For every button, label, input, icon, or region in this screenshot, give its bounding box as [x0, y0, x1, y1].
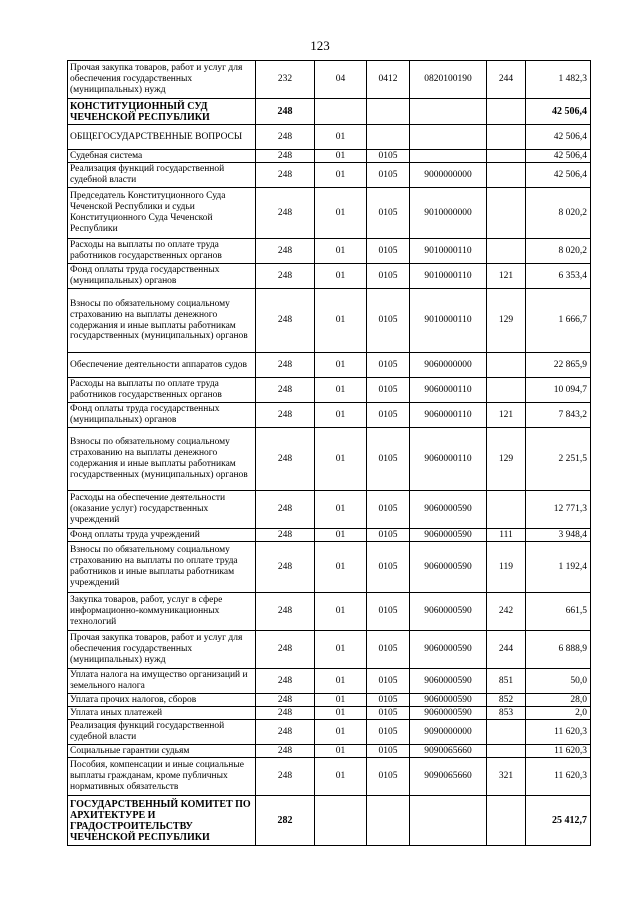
cell-name: Расходы на обеспечение деятельности (оказание услуг) государственных учреждений — [68, 491, 256, 529]
cell-csr — [410, 150, 487, 163]
cell-name: ГОСУДАРСТВЕННЫЙ КОМИТЕТ ПО АРХИТЕКТУРЕ И ГРАДОСТРОИТЕЛЬСТВУ ЧЕЧЕНСКОЙ РЕСПУБЛИКИ — [68, 796, 256, 846]
table-row — [68, 758, 591, 796]
cell-rz: 01 — [315, 529, 367, 542]
table-row — [68, 403, 591, 428]
cell-rz: 01 — [315, 491, 367, 529]
cell-pr: 0105 — [367, 289, 410, 353]
cell-ved: 248 — [256, 631, 315, 669]
cell-name: Пособия, компенсации и иные социальные выплаты гражданам, кроме публичных нормативных обязательств — [68, 758, 256, 796]
cell-pr — [367, 125, 410, 150]
cell-csr: 9010000000 — [410, 188, 487, 239]
cell-csr: 9060000110 — [410, 428, 487, 491]
cell-rz — [315, 99, 367, 125]
cell-rz: 01 — [315, 378, 367, 403]
cell-name: Взносы по обязательному социальному страхованию на выплаты по оплате труда работников и иные выплаты работникам учреждений — [68, 542, 256, 593]
cell-sum: 6 353,4 — [526, 264, 591, 289]
table-row — [68, 745, 591, 758]
cell-pr: 0105 — [367, 163, 410, 188]
cell-name: ОБЩЕГОСУДАРСТВЕННЫЕ ВОПРОСЫ — [68, 125, 256, 150]
cell-name: Судебная система — [68, 150, 256, 163]
cell-pr: 0105 — [367, 529, 410, 542]
cell-csr: 9060000590 — [410, 631, 487, 669]
cell-sum: 8 020,2 — [526, 239, 591, 264]
cell-rz: 01 — [315, 289, 367, 353]
table-row — [68, 720, 591, 745]
cell-sum: 1 666,7 — [526, 289, 591, 353]
cell-name: Прочая закупка товаров, работ и услуг для обеспечения государственных (муниципальных) нужд — [68, 631, 256, 669]
cell-vr — [487, 353, 526, 378]
cell-sum: 28,0 — [526, 694, 591, 707]
table-row — [68, 264, 591, 289]
cell-name: Фонд оплаты труда учреждений — [68, 529, 256, 542]
table-row — [68, 529, 591, 542]
cell-csr: 9060000590 — [410, 669, 487, 694]
cell-csr: 9090000000 — [410, 720, 487, 745]
cell-csr: 9060000590 — [410, 694, 487, 707]
cell-ved: 248 — [256, 542, 315, 593]
cell-csr: 9060000590 — [410, 491, 487, 529]
cell-vr — [487, 99, 526, 125]
cell-vr: 244 — [487, 61, 526, 99]
cell-pr: 0105 — [367, 491, 410, 529]
cell-pr: 0105 — [367, 745, 410, 758]
cell-name: Уплата прочих налогов, сборов — [68, 694, 256, 707]
cell-rz: 01 — [315, 720, 367, 745]
cell-sum: 7 843,2 — [526, 403, 591, 428]
cell-sum: 42 506,4 — [526, 125, 591, 150]
cell-pr: 0105 — [367, 150, 410, 163]
cell-rz: 01 — [315, 428, 367, 491]
cell-ved: 248 — [256, 707, 315, 720]
cell-sum: 22 865,9 — [526, 353, 591, 378]
cell-sum: 2,0 — [526, 707, 591, 720]
cell-pr: 0105 — [367, 669, 410, 694]
cell-csr: 9060000000 — [410, 353, 487, 378]
cell-vr: 119 — [487, 542, 526, 593]
cell-rz: 01 — [315, 403, 367, 428]
table-row — [68, 125, 591, 150]
cell-sum: 11 620,3 — [526, 745, 591, 758]
cell-csr: 9060000590 — [410, 529, 487, 542]
cell-sum: 42 506,4 — [526, 99, 591, 125]
cell-csr: 9060000590 — [410, 593, 487, 631]
cell-vr — [487, 150, 526, 163]
cell-sum: 8 020,2 — [526, 188, 591, 239]
cell-ved: 248 — [256, 491, 315, 529]
budget-table — [67, 60, 591, 846]
cell-csr: 9010000110 — [410, 289, 487, 353]
cell-vr: 852 — [487, 694, 526, 707]
cell-pr: 0105 — [367, 542, 410, 593]
cell-ved: 248 — [256, 428, 315, 491]
table-row — [68, 353, 591, 378]
cell-vr: 321 — [487, 758, 526, 796]
cell-vr — [487, 745, 526, 758]
cell-ved: 248 — [256, 529, 315, 542]
cell-name: Закупка товаров, работ, услуг в сфере информационно-коммуникационных технологий — [68, 593, 256, 631]
cell-pr: 0105 — [367, 378, 410, 403]
table-row — [68, 631, 591, 669]
cell-rz: 01 — [315, 125, 367, 150]
cell-csr — [410, 99, 487, 125]
cell-name: Уплата иных платежей — [68, 707, 256, 720]
cell-pr — [367, 99, 410, 125]
cell-csr: 9010000110 — [410, 239, 487, 264]
cell-vr: 244 — [487, 631, 526, 669]
cell-rz: 01 — [315, 707, 367, 720]
page-number: 123 — [310, 38, 330, 53]
cell-pr: 0105 — [367, 428, 410, 491]
table-row — [68, 150, 591, 163]
cell-vr: 851 — [487, 669, 526, 694]
cell-vr — [487, 163, 526, 188]
cell-name: Обеспечение деятельности аппаратов судов — [68, 353, 256, 378]
table-row — [68, 707, 591, 720]
cell-name: Председатель Конституционного Суда Чеченской Республики и судьи Конституционного Суда Чеченской Республики — [68, 188, 256, 239]
cell-sum: 661,5 — [526, 593, 591, 631]
cell-ved: 248 — [256, 669, 315, 694]
cell-ved: 248 — [256, 593, 315, 631]
cell-sum: 2 251,5 — [526, 428, 591, 491]
cell-ved: 248 — [256, 378, 315, 403]
cell-rz: 01 — [315, 188, 367, 239]
cell-ved: 248 — [256, 188, 315, 239]
cell-pr: 0105 — [367, 694, 410, 707]
cell-name: Расходы на выплаты по оплате труда работников государственных органов — [68, 239, 256, 264]
table-row — [68, 491, 591, 529]
cell-rz: 01 — [315, 694, 367, 707]
cell-vr: 111 — [487, 529, 526, 542]
cell-csr: 0820100190 — [410, 61, 487, 99]
cell-ved: 248 — [256, 720, 315, 745]
cell-pr: 0105 — [367, 188, 410, 239]
cell-name: КОНСТИТУЦИОННЫЙ СУД ЧЕЧЕНСКОЙ РЕСПУБЛИКИ — [68, 99, 256, 125]
cell-rz: 01 — [315, 239, 367, 264]
cell-pr: 0105 — [367, 631, 410, 669]
table-row — [68, 163, 591, 188]
cell-ved: 248 — [256, 758, 315, 796]
table-row — [68, 694, 591, 707]
cell-ved: 248 — [256, 353, 315, 378]
cell-csr: 9090065660 — [410, 745, 487, 758]
cell-ved: 282 — [256, 796, 315, 846]
table-row — [68, 239, 591, 264]
cell-sum: 6 888,9 — [526, 631, 591, 669]
cell-sum: 50,0 — [526, 669, 591, 694]
cell-vr — [487, 125, 526, 150]
table-row — [68, 796, 591, 846]
cell-vr — [487, 720, 526, 745]
cell-name: Фонд оплаты труда государственных (муниципальных) органов — [68, 264, 256, 289]
cell-csr: 9060000110 — [410, 378, 487, 403]
cell-name: Социальные гарантии судьям — [68, 745, 256, 758]
cell-vr: 129 — [487, 428, 526, 491]
cell-name: Взносы по обязательному социальному страхованию на выплаты денежного содержания и иные выплаты работникам государственных (муниципальных) органов — [68, 289, 256, 353]
cell-rz: 01 — [315, 745, 367, 758]
cell-vr: 853 — [487, 707, 526, 720]
cell-sum: 12 771,3 — [526, 491, 591, 529]
cell-csr — [410, 796, 487, 846]
cell-name: Уплата налога на имущество организаций и земельного налога — [68, 669, 256, 694]
cell-name: Фонд оплаты труда государственных (муниципальных) органов — [68, 403, 256, 428]
cell-ved: 248 — [256, 150, 315, 163]
table-row — [68, 61, 591, 99]
cell-sum: 1 482,3 — [526, 61, 591, 99]
cell-sum: 11 620,3 — [526, 758, 591, 796]
cell-rz: 01 — [315, 631, 367, 669]
table-row — [68, 188, 591, 239]
cell-rz: 01 — [315, 264, 367, 289]
cell-ved: 248 — [256, 163, 315, 188]
cell-rz — [315, 796, 367, 846]
cell-ved: 248 — [256, 694, 315, 707]
table-row — [68, 593, 591, 631]
cell-rz: 01 — [315, 150, 367, 163]
cell-ved: 248 — [256, 745, 315, 758]
cell-pr: 0105 — [367, 758, 410, 796]
cell-vr — [487, 491, 526, 529]
cell-ved: 248 — [256, 239, 315, 264]
cell-csr — [410, 125, 487, 150]
cell-rz: 01 — [315, 669, 367, 694]
table-row — [68, 669, 591, 694]
cell-pr: 0105 — [367, 720, 410, 745]
table-row — [68, 542, 591, 593]
cell-name: Взносы по обязательному социальному страхованию на выплаты денежного содержания и иные выплаты работникам государственных (муниципальных) органов — [68, 428, 256, 491]
cell-pr: 0105 — [367, 707, 410, 720]
cell-pr: 0105 — [367, 353, 410, 378]
cell-sum: 25 412,7 — [526, 796, 591, 846]
cell-sum: 42 506,4 — [526, 163, 591, 188]
cell-rz: 01 — [315, 758, 367, 796]
cell-csr: 9060000590 — [410, 707, 487, 720]
cell-sum: 3 948,4 — [526, 529, 591, 542]
table-row — [68, 289, 591, 353]
table-row — [68, 378, 591, 403]
cell-pr — [367, 796, 410, 846]
cell-ved: 248 — [256, 125, 315, 150]
cell-pr: 0105 — [367, 239, 410, 264]
cell-name: Реализация функций государственной судебной власти — [68, 720, 256, 745]
cell-vr: 121 — [487, 403, 526, 428]
cell-ved: 232 — [256, 61, 315, 99]
cell-csr: 9090065660 — [410, 758, 487, 796]
cell-ved: 248 — [256, 403, 315, 428]
cell-sum: 1 192,4 — [526, 542, 591, 593]
cell-pr: 0105 — [367, 403, 410, 428]
cell-vr — [487, 188, 526, 239]
table-row — [68, 99, 591, 125]
cell-csr: 9000000000 — [410, 163, 487, 188]
cell-name: Расходы на выплаты по оплате труда работников государственных органов — [68, 378, 256, 403]
cell-csr: 9060000110 — [410, 403, 487, 428]
cell-vr — [487, 378, 526, 403]
cell-ved: 248 — [256, 289, 315, 353]
cell-sum: 11 620,3 — [526, 720, 591, 745]
cell-ved: 248 — [256, 99, 315, 125]
cell-pr: 0105 — [367, 593, 410, 631]
cell-vr — [487, 796, 526, 846]
cell-rz: 01 — [315, 353, 367, 378]
cell-rz: 01 — [315, 542, 367, 593]
table-row — [68, 428, 591, 491]
cell-pr: 0105 — [367, 264, 410, 289]
cell-vr — [487, 239, 526, 264]
cell-csr: 9060000590 — [410, 542, 487, 593]
cell-sum: 10 094,7 — [526, 378, 591, 403]
cell-name: Реализация функций государственной судебной власти — [68, 163, 256, 188]
cell-rz: 01 — [315, 163, 367, 188]
cell-csr: 9010000110 — [410, 264, 487, 289]
cell-vr: 129 — [487, 289, 526, 353]
cell-vr: 242 — [487, 593, 526, 631]
cell-ved: 248 — [256, 264, 315, 289]
cell-vr: 121 — [487, 264, 526, 289]
cell-pr: 0412 — [367, 61, 410, 99]
cell-name: Прочая закупка товаров, работ и услуг для обеспечения государственных (муниципальных) нужд — [68, 61, 256, 99]
cell-rz: 01 — [315, 593, 367, 631]
cell-sum: 42 506,4 — [526, 150, 591, 163]
cell-rz: 04 — [315, 61, 367, 99]
